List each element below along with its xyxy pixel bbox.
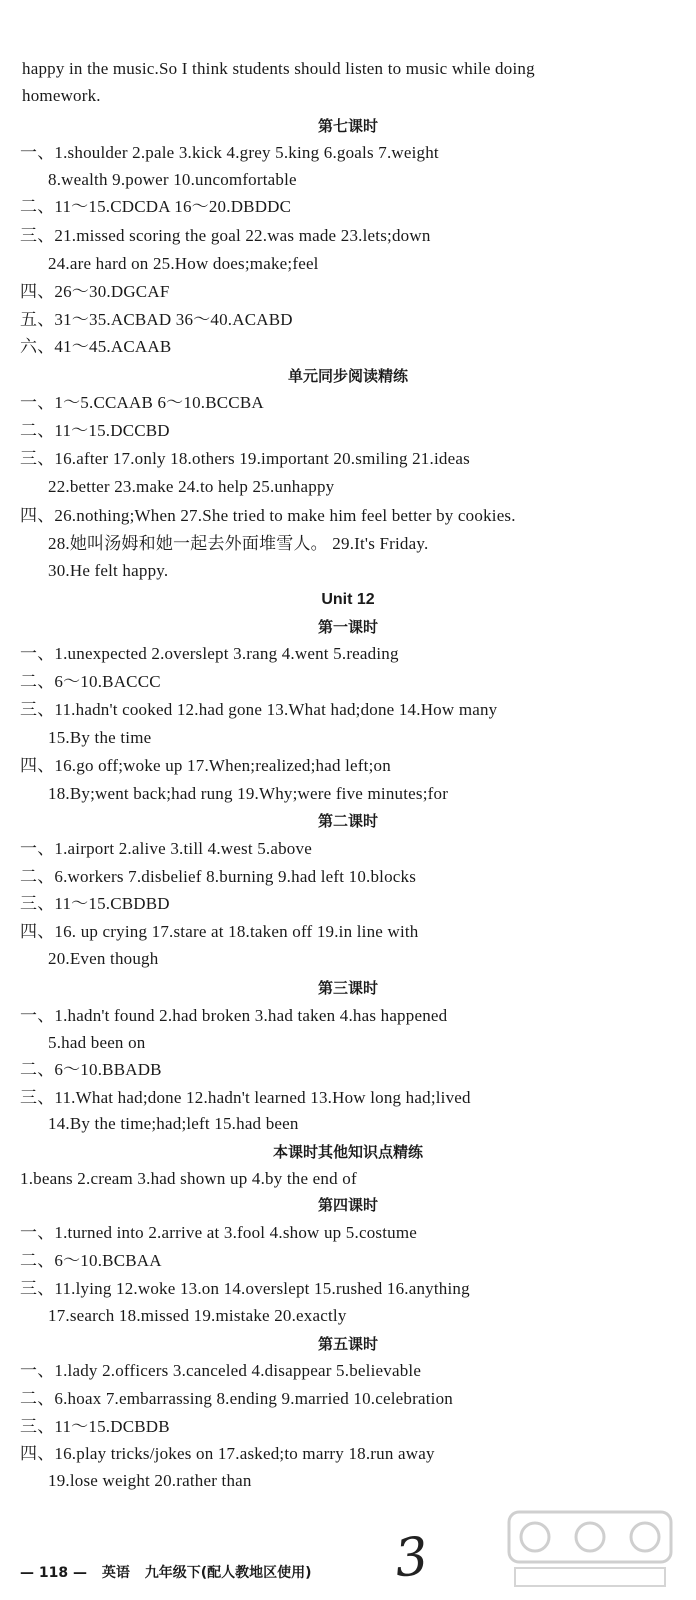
answer-line: 四、16.go off;woke up 17.When;realized;had left;on bbox=[20, 756, 391, 775]
answer-line: 五、31～35.ACBAD 36～40.ACABD bbox=[20, 310, 293, 329]
answer-line: 三、16.after 17.only 18.others 19.important 20.smiling 21.ideas bbox=[20, 449, 470, 468]
section-heading: 第七课时 bbox=[317, 117, 378, 135]
answer-line: 一、1.shoulder 2.pale 3.kick 4.grey 5.king 6.goals 7.weight bbox=[20, 143, 439, 162]
answer-line: 二、11～15.CDCDA 16～20.DBDDC bbox=[20, 197, 292, 216]
answer-line: 三、11.What had;done 12.hadn't learned 13.How long had;lived bbox=[20, 1088, 471, 1107]
answer-line: 17.search 18.missed 19.mistake 20.exactly bbox=[48, 1306, 347, 1325]
text-line: happy in the music.So I think students should listen to music while doing bbox=[22, 59, 535, 78]
answer-line: 15.By the time bbox=[48, 728, 152, 747]
answer-line: 二、6～10.BBADB bbox=[20, 1060, 162, 1079]
answer-line: 30.He felt happy. bbox=[48, 561, 169, 580]
watermark-logo bbox=[505, 1508, 675, 1590]
section-heading: 单元同步阅读精练 bbox=[287, 367, 408, 385]
answer-line: 二、6.hoax 7.embarrassing 8.ending 9.married 10.celebration bbox=[20, 1389, 453, 1408]
answer-line: 19.lose weight 20.rather than bbox=[48, 1471, 252, 1490]
answer-line: 三、11.hadn't cooked 12.had gone 13.What had;done 14.How many bbox=[20, 700, 498, 719]
subject-label: 英语 bbox=[101, 1565, 130, 1581]
unit-title: Unit 12 bbox=[321, 591, 375, 608]
answer-line: 14.By the time;had;left 15.had been bbox=[48, 1114, 299, 1133]
answer-line: 18.By;went back;had rung 19.Why;were five minutes;for bbox=[48, 784, 449, 803]
answer-line: 四、16.play tricks/jokes on 17.asked;to marry 18.run away bbox=[20, 1444, 435, 1463]
answer-line: 六、41～45.ACAAB bbox=[20, 337, 172, 356]
answer-line: 一、1.turned into 2.arrive at 3.fool 4.show up 5.costume bbox=[20, 1223, 418, 1242]
answer-line: 20.Even though bbox=[48, 949, 159, 968]
answer-line: 1.beans 2.cream 3.had shown up 4.by the end of bbox=[20, 1169, 357, 1188]
answer-line: 5.had been on bbox=[48, 1033, 146, 1052]
answer-line: 三、21.missed scoring the goal 22.was made 23.lets;down bbox=[20, 226, 431, 245]
section-heading: 第四课时 bbox=[317, 1196, 378, 1214]
text-line: homework. bbox=[22, 86, 101, 105]
answer-line: 四、26.nothing;When 27.She tried to make him feel better by cookies. bbox=[20, 506, 516, 525]
answer-line: 24.are hard on 25.How does;make;feel bbox=[48, 254, 319, 273]
answer-line: 二、11～15.DCCBD bbox=[20, 421, 170, 440]
answer-line: 一、1.unexpected 2.overslept 3.rang 4.went 5.reading bbox=[20, 644, 399, 663]
answer-line: 28.她叫汤姆和她一起去外面堆雪人。 29.It's Friday. bbox=[48, 534, 429, 553]
answer-line: 三、11.lying 12.woke 13.on 14.overslept 15.rushed 16.anything bbox=[20, 1279, 470, 1298]
handwritten-mark: 3 bbox=[391, 1526, 432, 1590]
answer-line: 四、26～30.DGCAF bbox=[20, 282, 170, 301]
section-heading: 第三课时 bbox=[317, 979, 378, 997]
answer-line: 一、1～5.CCAAB 6～10.BCCBA bbox=[20, 393, 264, 412]
answer-line: 二、6.workers 7.disbelief 8.burning 9.had left 10.blocks bbox=[20, 867, 417, 886]
section-heading: 第一课时 bbox=[317, 618, 378, 636]
grade-label: 九年级下(配人教地区使用) bbox=[144, 1565, 312, 1581]
answer-line: 三、11～15.DCBDB bbox=[20, 1417, 170, 1436]
answer-line: 一、1.lady 2.officers 3.canceled 4.disappear 5.believable bbox=[20, 1361, 422, 1380]
answer-line: 二、6～10.BACCC bbox=[20, 672, 161, 691]
page-number: — 118 — bbox=[20, 1565, 87, 1581]
section-heading: 本课时其他知识点精练 bbox=[272, 1143, 423, 1161]
section-heading: 第二课时 bbox=[317, 812, 378, 830]
answer-line: 22.better 23.make 24.to help 25.unhappy bbox=[48, 477, 335, 496]
section-heading: 第五课时 bbox=[317, 1335, 378, 1353]
answer-line: 8.wealth 9.power 10.uncomfortable bbox=[48, 170, 297, 189]
answer-line: 三、11～15.CBDBD bbox=[20, 894, 170, 913]
page-footer bbox=[20, 1562, 322, 1582]
answer-line: 二、6～10.BCBAA bbox=[20, 1251, 162, 1270]
answer-line: 一、1.airport 2.alive 3.till 4.west 5.above bbox=[20, 839, 312, 858]
answer-line: 四、16. up crying 17.stare at 18.taken off 19.in line with bbox=[20, 922, 419, 941]
answer-line: 一、1.hadn't found 2.had broken 3.had taken 4.has happened bbox=[20, 1006, 448, 1025]
